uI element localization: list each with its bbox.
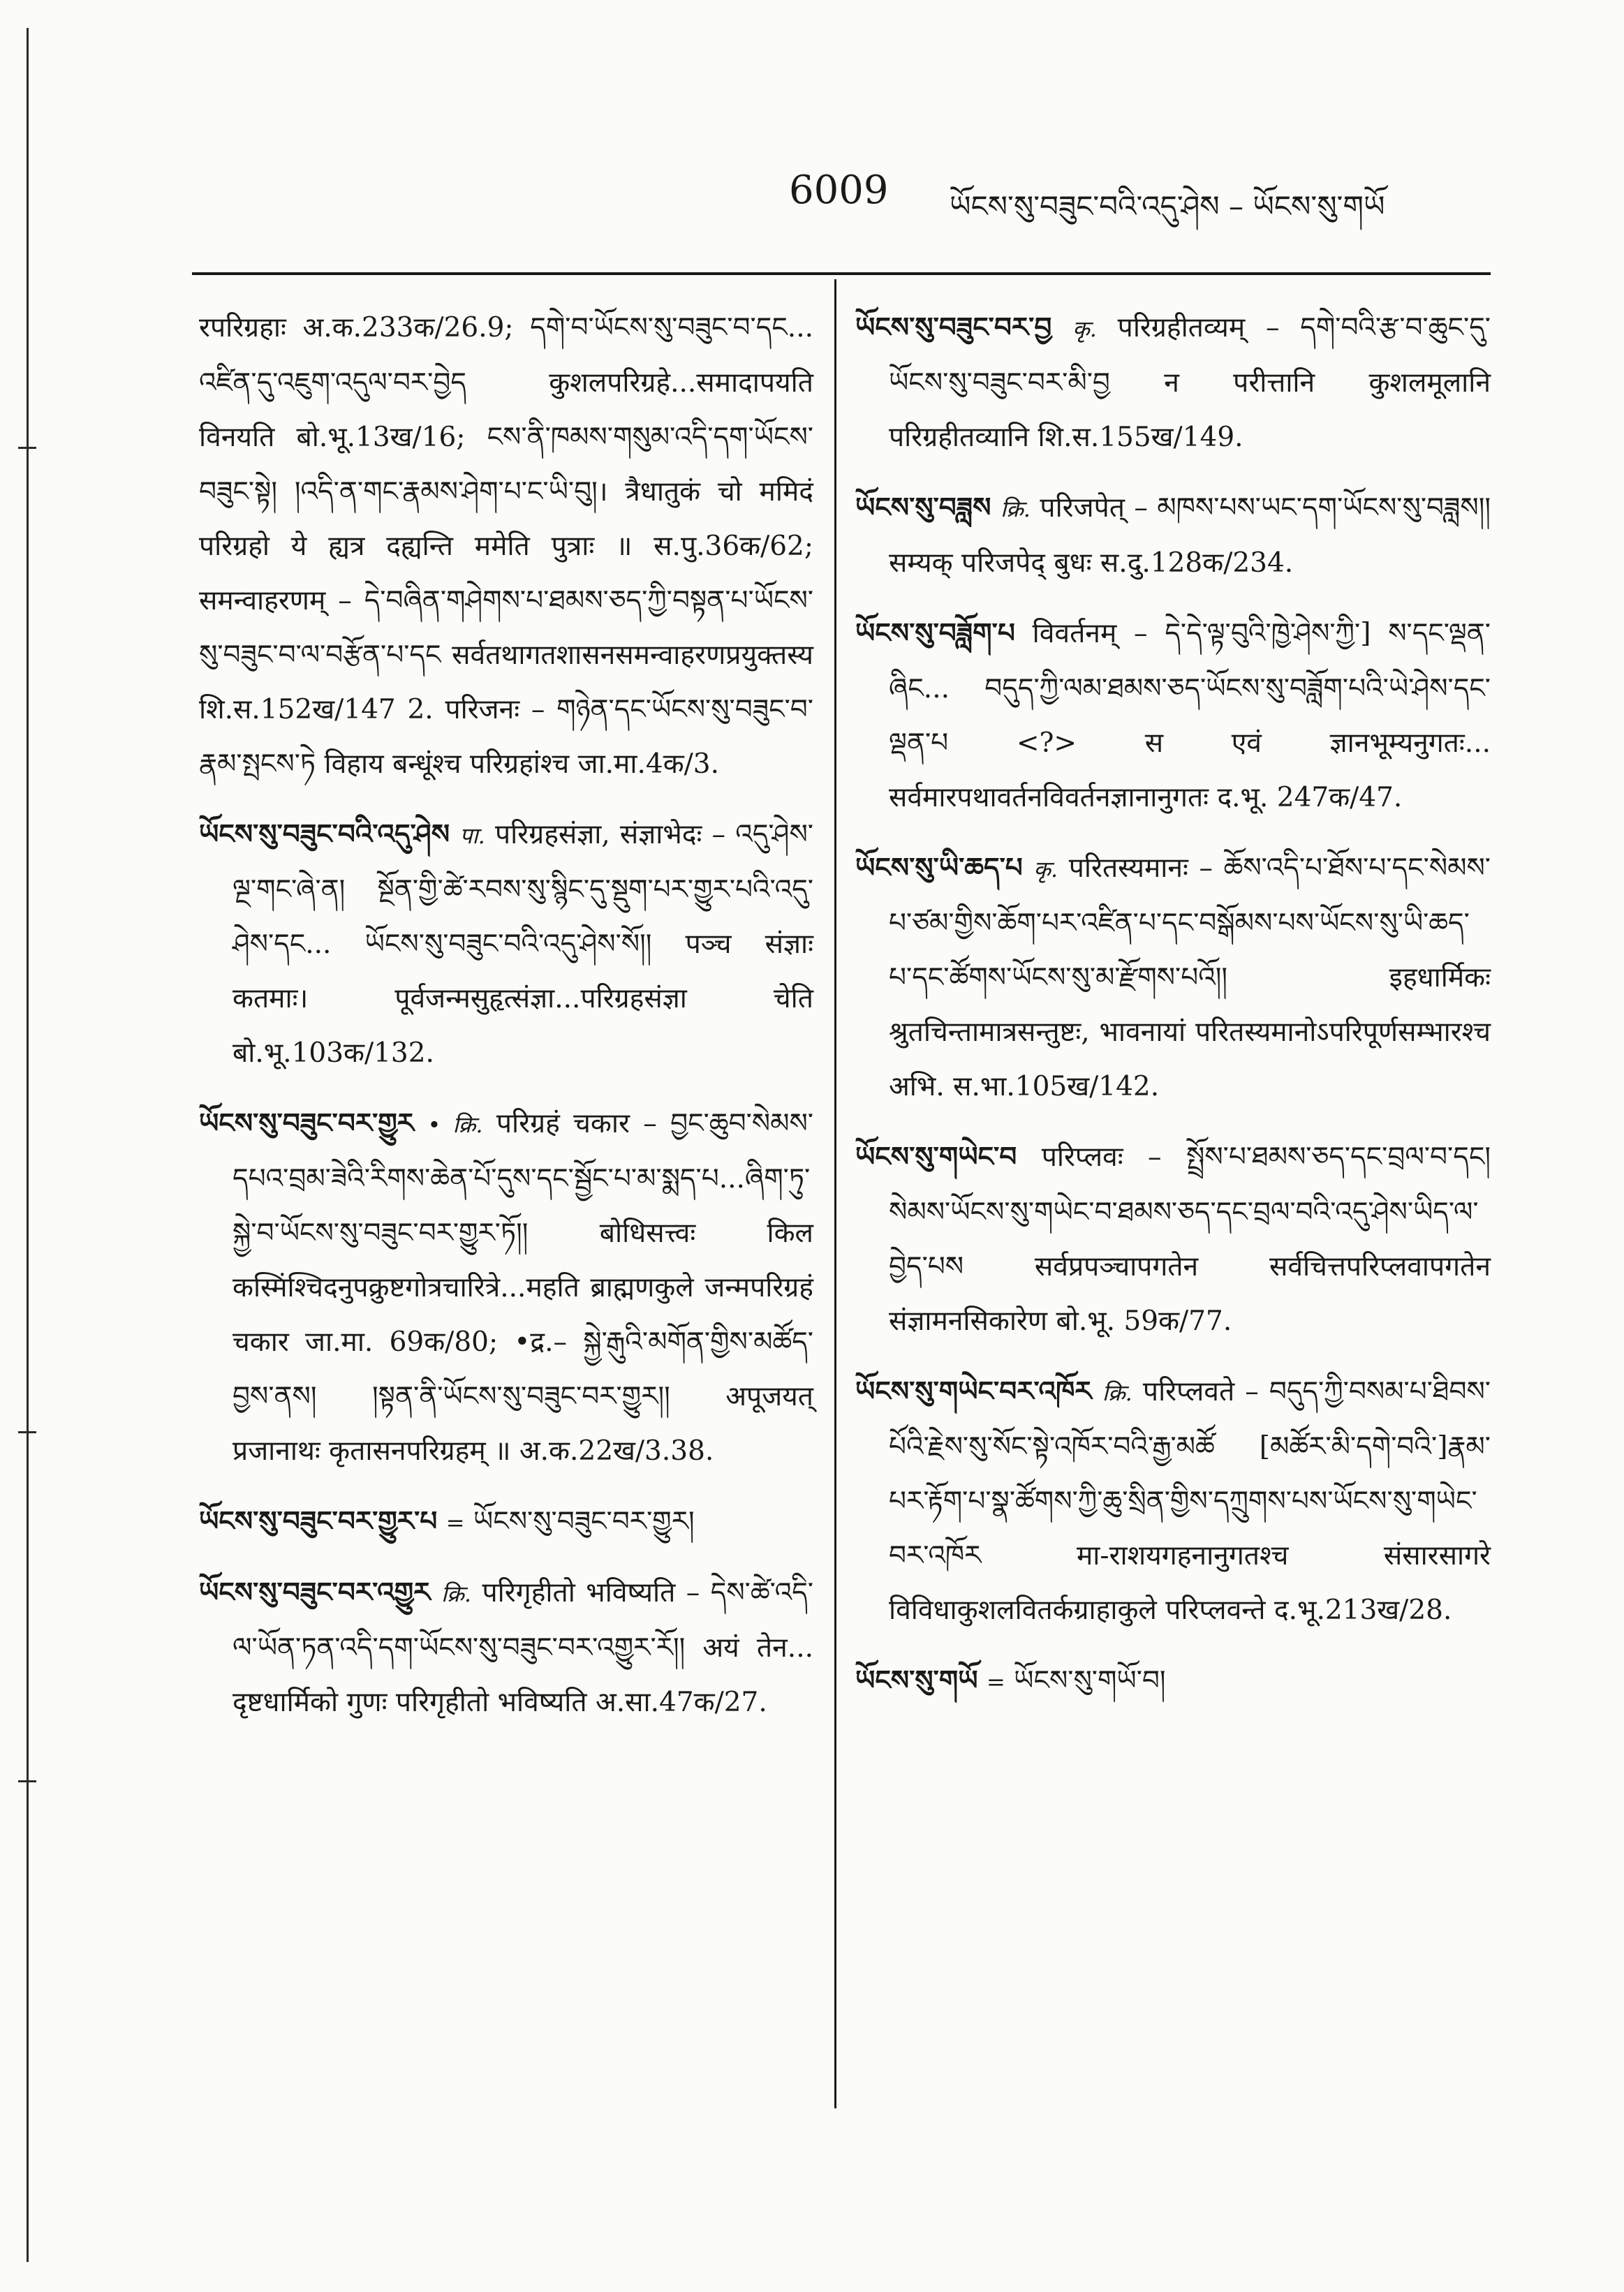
entry-grammar: • क्रि. <box>427 1111 483 1138</box>
page-header <box>789 168 1487 223</box>
entry-text: परिप्लवते – བདུད་ཀྱི་བསམ་པ་ཐིབས་པོའི་རྗེས་སུ་སོང་སྟེ་འཁོར་བའི་རྒྱ་མཚོ [མཚོར་མི་དགེ་བའི་]རྣམ་པར་རྟོག་པ་སྣ་ཚོགས་ཀྱི་ཆུ་སྲིན་གྱིས་དཀྲུགས་པས་ཡོངས་སུ་གཡེང་བར་འཁོར मा-राशयगहनानुगतश्च संसारसागरे विविधाकुशलवितर्कग्राहाकुले परिप्लवन्ते द.भू.213ख/28. <box>889 1376 1491 1626</box>
dictionary-entry <box>855 1653 1491 1709</box>
page-number: 6009 <box>789 168 889 213</box>
entry-grammar: क्रि. <box>1000 496 1031 522</box>
entry-headword: ཡོངས་སུ་བཟླས <box>855 491 991 524</box>
edge-tick <box>18 447 36 449</box>
entry-grammar: कृ. <box>1072 316 1097 342</box>
dictionary-entry <box>855 1130 1491 1349</box>
dictionary-entry <box>855 841 1491 1114</box>
entry-text: ཡོངས་སུ་གཡོ་བ། <box>1014 1665 1166 1696</box>
dictionary-entry <box>855 480 1491 591</box>
dictionary-entry <box>855 300 1491 465</box>
dictionary-entry <box>199 807 813 1081</box>
entry-grammar: = <box>986 1669 1005 1695</box>
dictionary-entry <box>199 1565 813 1730</box>
entry-headword: ཡོངས་སུ་གཡོ <box>855 1664 978 1696</box>
entry-text: विवर्तनम् – དེ་དེ་ལྟ་བུའི་ཁྱེ་ཤེས་ཀྱི་] ས་དང་ལྡན་ཞིང... བདུད་ཀྱི་ལམ་ཐམས་ཅད་ཡོངས་སུ་བཟློག་པའི་ཡེ་ཤེས་དང་ལྡན་པ <?> स एवं ज्ञानभूम्यनुगतः... सर्वमारपथावर्तनविवर्तनज्ञानानुगतः द.भू. 247क/47. <box>889 618 1491 813</box>
entry-headword: ཡོངས་སུ་བཟུང་བར་གྱུར <box>199 1107 415 1139</box>
right-column <box>855 300 1491 1724</box>
entry-text: परिग्रहसंज्ञा, संज्ञाभेदः – འདུ་ཤེས་ལྔ་གང་ཞེ་ན། སྔོན་གྱི་ཚེ་རབས་སུ་སྙིང་དུ་སྡུག་པར་གྱུར་པའི་འདུ་ཤེས་དང... ཡོངས་སུ་བཟུང་བའི་འདུ་ཤེས་སོ།། पञ्च संज्ञाः कतमाः। पूर्वजन्मसुहृत्संज्ञा...परिग्रहसंज्ञा चेति बो.भू.103क/132. <box>232 819 813 1069</box>
header-rule <box>192 272 1491 275</box>
entry-text: परिगृहीतो भविष्यति – དེས་ཚེ་འདི་ལ་ཡོན་ཏན་འདི་དག་ཡོངས་སུ་བཟུང་བར་འགྱུར་རོ།། अयं तेन... दृष्टधार्मिको गुणः परिगृहीतो भविष्यति अ.सा.47क/27. <box>232 1577 813 1718</box>
entry-headword: ཡོངས་སུ་བཟུང་བར་འགྱུར <box>199 1576 431 1609</box>
running-head: ཡོངས་སུ་བཟུང་བའི་འདུ་ཤེས – ཡོངས་སུ་གཡོ <box>950 189 1385 223</box>
entry-text: परिग्रहीतव्यम् – དགེ་བའི་རྩ་བ་ཆུང་དུ་ཡོངས་སུ་བཟུང་བར་མི་བྱ न परीत्तानि कुशलमूलानि परिग्रहीतव्यानि शि.स.155ख/149. <box>889 312 1491 453</box>
dictionary-entry <box>855 1364 1491 1638</box>
entry-grammar: पा. <box>459 822 485 849</box>
entry-text: रपरिग्रहाः अ.क.233क/26.9; དགེ་བ་ཡོངས་སུ་བཟུང་བ་དང... འཛིན་དུ་འཇུག་འདུལ་བར་བྱེད कुशलपरिग्रहे...समादापयति विनयति बो.भू.13ख/16; ངས་ནི་ཁམས་གསུམ་འདི་དག་ཡོངས་བཟུང་སྟེ། །འདི་ན་གང་རྣམས་ཤེག་པ་ང་ཡི་བུ།। त्रैधातुकं चो ममिदं परिग्रहो ये ह्यत्र दह्यन्ति ममेति पुत्राः ॥ स.पु.36क/62; समन्वाहरणम् – དེ་བཞིན་གཤེགས་པ་ཐམས་ཅད་ཀྱི་བསྟན་པ་ཡོངས་སུ་བཟུང་བ་ལ་བརྩོན་པ་དང सर्वतथागतशासनसमन्वाहरणप्रयुक्तस्य शि.स.152ख/147 2. परिजनः – གཉེན་དང་ཡོངས་སུ་བཟུང་བ་རྣམ་སྤངས་ཏེ विहाय बन्धूंश्च परिग्रहांश्च जा.मा.4क/3. <box>199 312 813 780</box>
entry-text: परिप्लवः – སྤྲོས་པ་ཐམས་ཅད་དང་བྲལ་བ་དང། སེམས་ཡོངས་སུ་གཡེང་བ་ཐམས་ཅད་དང་བྲལ་བའི་འདུ་ཤེས་ཡིད་ལ་བྱེད་པས सर्वप्रपञ्चापगतेन सर्वचित्तपरिप्लवापगतेन संज्ञामनसिकारेण बो.भू. 59क/77. <box>889 1141 1491 1337</box>
entry-text: ཡོངས་སུ་བཟུང་བར་གྱུར། <box>473 1506 695 1537</box>
dictionary-entry <box>199 1494 813 1550</box>
edge-tick <box>18 1431 36 1433</box>
entry-grammar: = <box>445 1509 465 1536</box>
binding-edge-rule <box>27 28 29 2262</box>
entry-text: परिग्रहं चकार – བྱང་ཆུབ་སེམས་དཔའ་བྲམ་ཟེའི་རིགས་ཆེན་པོ་དུས་དང་སྦྱོང་པ་མ་སྨད་པ...ཞིག་ཏུ་སྐྱེ་བ་ཡོངས་སུ་བཟུང་བར་གྱུར་ཏོ།། बोधिसत्त्वः किल कस्मिंश्चिदनुपक्रुष्टगोत्रचारित्रे...महति ब्राह्मणकुले जन्मपरिग्रहं चकार जा.मा. 69क/80; •द्र.– སྐྱེ་རྒུའི་མགོན་གྱིས་མཚོད་བྱས་ནས། །སྟན་ནི་ཡོངས་སུ་བཟུང་བར་གྱུར།། अपूजयत् प्रजानाथः कृतासनपरिग्रहम् ॥ अ.क.22ख/3.38. <box>232 1108 814 1467</box>
entry-headword: ཡོངས་སུ་ཡི་ཆད་པ <box>855 852 1023 884</box>
column-divider <box>834 279 836 2108</box>
entry-grammar: कृ. <box>1033 856 1058 882</box>
entry-headword: ཡོངས་སུ་བཟློག་པ <box>855 617 1015 649</box>
dictionary-entry <box>855 606 1491 825</box>
entry-headword: ཡོངས་སུ་བཟུང་བར་གྱུར་པ <box>199 1505 438 1537</box>
entry-grammar: क्रि. <box>1102 1380 1132 1406</box>
entry-headword: ཡོངས་སུ་གཡེང་བ <box>855 1141 1017 1173</box>
entry-grammar: क्रि. <box>441 1581 472 1607</box>
entry-text: परितस्यमानः – ཆོས་འདི་པ་ཐོས་པ་དང་སེམས་པ་ཙམ་གྱིས་ཆོག་པར་འཛིན་པ་དང་བསྒོམས་པས་ཡོངས་སུ་ཡི་ཆད་པ་དང་ཚོགས་ཡོངས་སུ་མ་རྫོགས་པའོ།། इहधार्मिकः श्रुतचिन्तामात्रसन्तुष्टः, भावनायां परितस्यमानोऽपरिपूर्णसम्भारश्च अभि. स.भा.105ख/142. <box>889 852 1491 1102</box>
entry-headword: ཡོངས་སུ་གཡེང་བར་འཁོར <box>855 1375 1092 1407</box>
edge-tick <box>18 1780 36 1782</box>
entry-text: परिजपेत् – མཁས་པས་ཡང་དག་ཡོངས་སུ་བཟླས།། सम्यक् परिजपेद् बुधः स.दु.128क/234. <box>889 492 1491 579</box>
left-column <box>199 300 813 1745</box>
dictionary-entry <box>199 1096 813 1479</box>
entry-headword: ཡོངས་སུ་བཟུང་བར་བྱ <box>855 311 1052 343</box>
dictionary-entry <box>199 300 813 792</box>
entry-headword: ཡོངས་སུ་བཟུང་བའི་འདུ་ཤེས <box>199 818 450 850</box>
